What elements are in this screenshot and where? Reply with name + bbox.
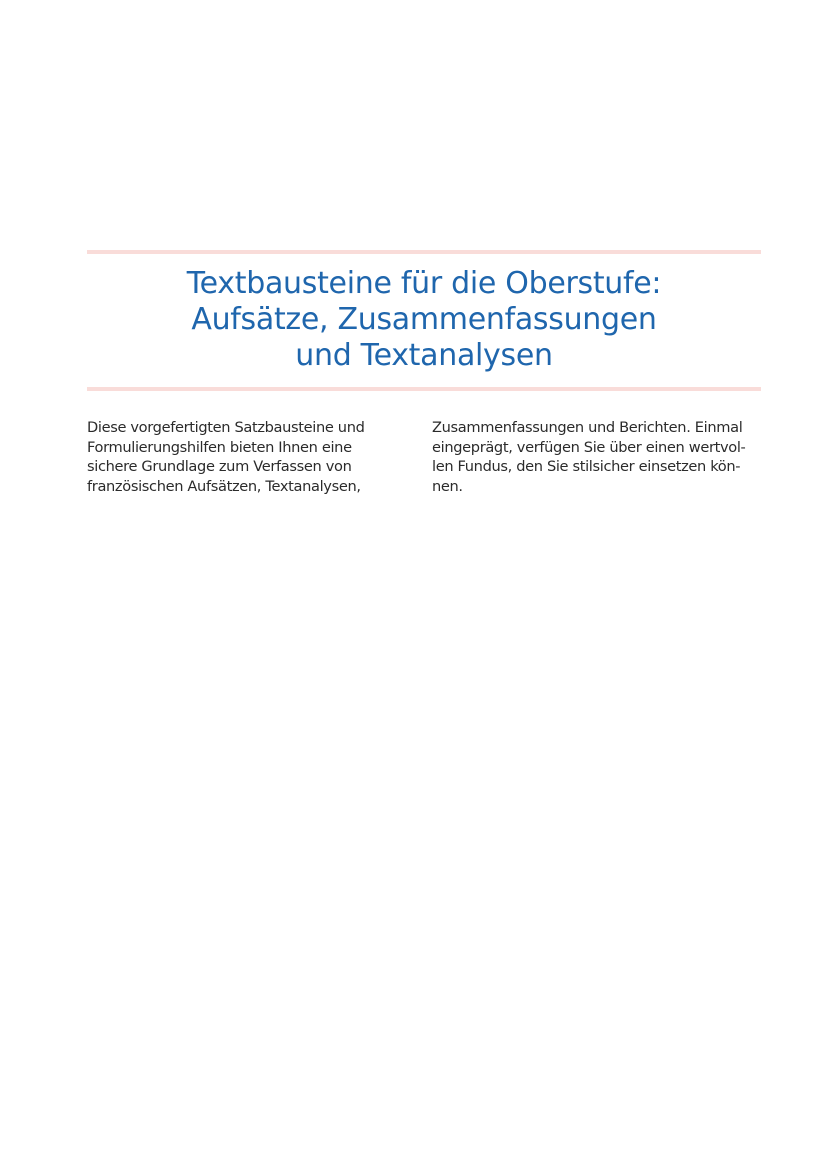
intro-column-left (87, 418, 407, 496)
title-top-rule (87, 250, 761, 254)
intro-line: französischen Aufsätzen, Textanalysen, (87, 477, 361, 495)
title-line: Textbausteine für die Oberstufe: (186, 266, 662, 301)
intro-line: Zusammenfassungen und Berichten. Einmal (432, 419, 743, 436)
title-line: und Textanalysen (295, 338, 553, 373)
intro-line: Formulierungshilfen bieten Ihnen eine (87, 438, 352, 456)
intro-line: sichere Grundlage zum Verfassen von (87, 458, 352, 475)
title-line: Aufsätze, Zusammenfassungen (191, 302, 657, 337)
intro-line: eingeprägt, verfügen Sie über einen wertvol- (432, 438, 746, 456)
page-title (87, 266, 761, 374)
intro-line: len Fundus, den Sie stilsicher einsetzen kön- (432, 458, 741, 475)
title-bottom-rule (87, 387, 761, 391)
intro-line: Diese vorgefertigten Satzbausteine und (87, 419, 365, 436)
intro-column-right (432, 418, 752, 496)
intro-line: nen. (432, 477, 463, 495)
